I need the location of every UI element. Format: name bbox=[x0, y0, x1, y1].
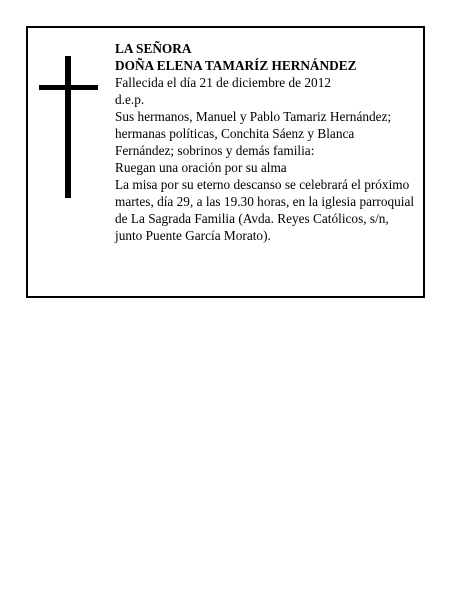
notice-title-line2: DOÑA ELENA TAMARÍZ HERNÁNDEZ bbox=[115, 58, 357, 73]
mass-line: La misa por su eterno descanso se celebrará el próximo bbox=[115, 177, 410, 192]
notice-title-line1: LA SEÑORA bbox=[115, 41, 192, 56]
family-line: Fernández; sobrinos y demás familia: bbox=[115, 143, 315, 158]
notice-text bbox=[115, 40, 415, 244]
mass-line: de La Sagrada Familia (Avda. Reyes Católicos, s/n, bbox=[115, 211, 389, 226]
prayer-request-line: Ruegan una oración por su alma bbox=[115, 160, 287, 175]
death-date-line: Fallecida el día 21 de diciembre de 2012 bbox=[115, 75, 331, 90]
cross-icon bbox=[65, 56, 71, 198]
family-line: Sus hermanos, Manuel y Pablo Tamariz Hernández; bbox=[115, 109, 392, 124]
mass-line: junto Puente García Morato). bbox=[115, 228, 271, 243]
rip-line: d.e.p. bbox=[115, 92, 145, 107]
family-line: hermanas políticas, Conchita Sáenz y Blanca bbox=[115, 126, 355, 141]
mass-line: martes, día 29, a las 19.30 horas, en la iglesia parroquial bbox=[115, 194, 415, 209]
cross-icon-crossbar bbox=[39, 85, 98, 90]
obituary-notice bbox=[26, 26, 425, 298]
